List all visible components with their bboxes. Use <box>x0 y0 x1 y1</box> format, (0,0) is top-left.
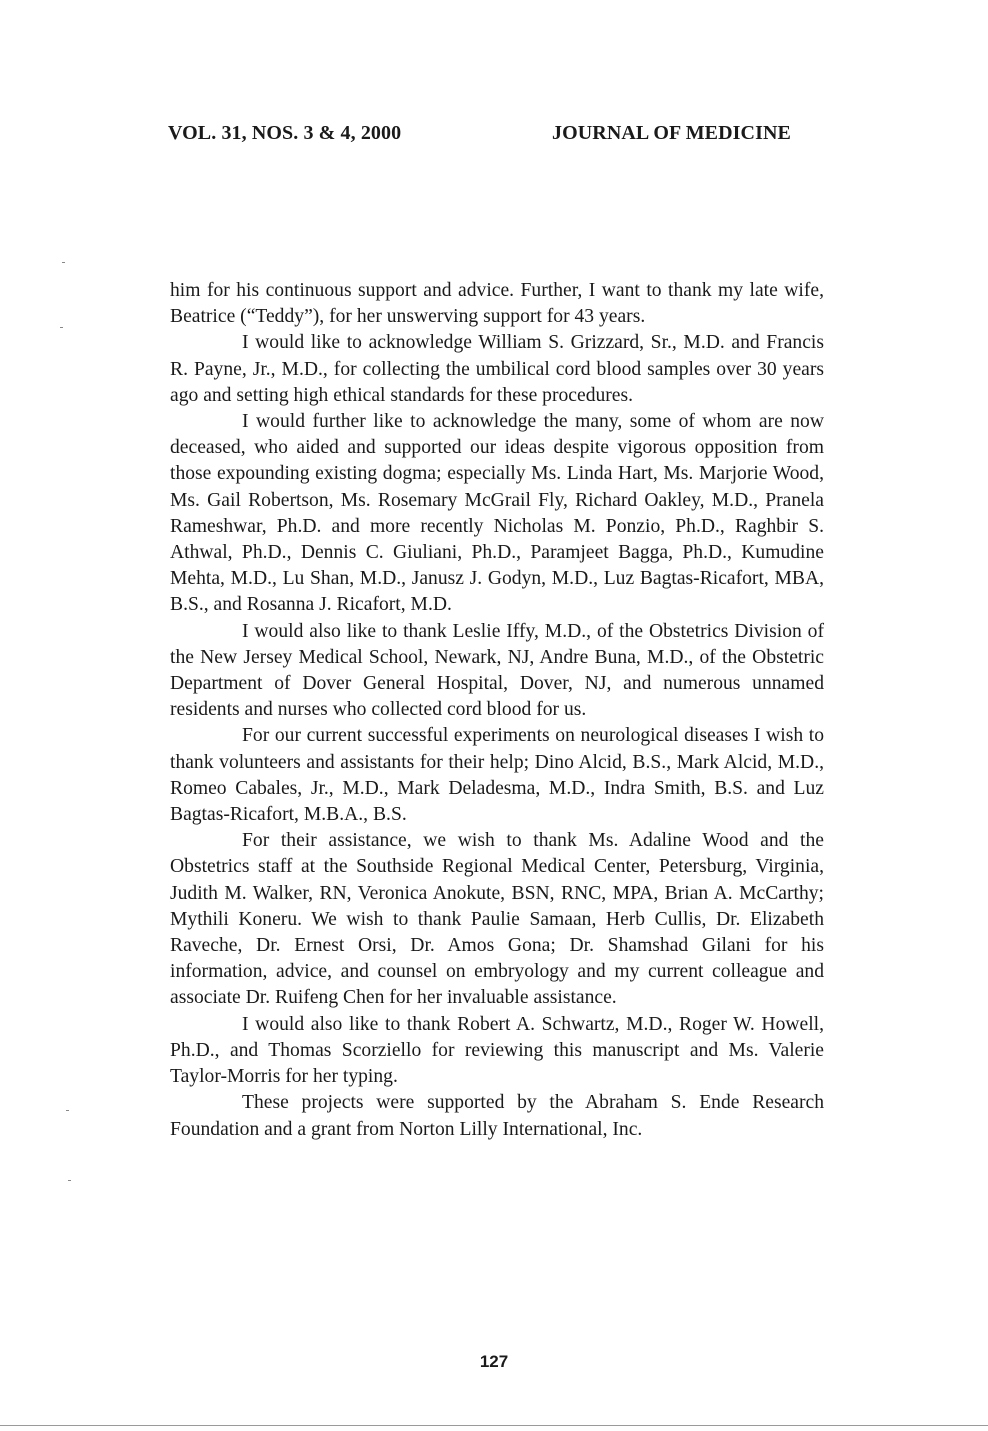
running-header-volume: VOL. 31, NOS. 3 & 4, 2000 <box>168 122 402 144</box>
paragraph-continuation: him for his continuous support and advice. Further, I want to thank my late wife, Beatrice (“Teddy”), for her unswerving support for 43 years. <box>170 280 824 328</box>
paragraph: I would also like to thank Robert A. Schwartz, M.D., Roger W. Howell, Ph.D., and Thomas Scorziello for reviewing this manuscript and Ms. Valerie Taylor-Morris for her typing. <box>170 1013 824 1088</box>
paragraph: I would like to acknowledge William S. Grizzard, Sr., M.D. and Francis R. Payne, Jr., M.D., for collecting the umbilical cord blood samples over 30 years ago and setting high ethical standards for these procedures. <box>170 332 824 406</box>
scan-speck <box>60 327 63 328</box>
paragraph: For our current successful experiments on neurological diseases I wish to thank volunteers and assistants for their help; Dino Alcid, B.S., Mark Alcid, M.D., Romeo Cabales, Jr., M.D., Mark Deladesma, M.D., Indra Smith, B.S. and Luz Bagtas-Ricafort, M.B.A., B.S. <box>170 725 824 826</box>
paragraph: For their assistance, we wish to thank Ms. Adaline Wood and the Obstetrics staff at the Southside Regional Medical Center, Petersburg, Virginia, Judith M. Walker, RN, Veronica Anokute, BSN, RNC, MPA, Brian A. McCarthy; Mythili Koneru. We wish to thank Paulie Samaan, Herb Cullis, Dr. Elizabeth Raveche, Dr. Ernest Orsi, Dr. Amos Gona; Dr. Shamshad Gilani for his information, advice, and counsel on embryology and my current colleague and associate Dr. Ruifeng Chen for her invaluable assistance. <box>170 830 824 1009</box>
page-number: 127 <box>479 1352 509 1371</box>
scan-speck <box>62 262 65 263</box>
paragraph: I would further like to acknowledge the many, some of whom are now deceased, who aided and supported our ideas despite vigorous opposition from those expounding existing dogma; especially Ms. Linda Hart, Ms. Marjorie Wood, Ms. Gail Robertson, Ms. Rosemary McGrail Fly, Richard Oakley, M.D., Pranela Rameshwar, Ph.D. and more recently Nicholas M. Ponzio, Ph.D., Raghbir S. Athwal, Ph.D., Dennis C. Giuliani, Ph.D., Paramjeet Bagga, Ph.D., Kumudine Mehta, M.D., Lu Shan, M.D., Janusz J. Godyn, M.D., Luz Bagtas-Ricafort, MBA, B.S., and Rosanna J. Ricafort, M.D. <box>170 411 824 616</box>
scan-edge-line <box>0 1425 988 1426</box>
scan-speck <box>66 1110 69 1111</box>
paragraph: I would also like to thank Leslie Iffy, M.D., of the Obstetrics Division of the New Jersey Medical School, Newark, NJ, Andre Buna, M.D., of the Obstetric Department of Dover General Hospital, Dover, NJ, and numerous unnamed residents and nurses who collected cord blood for us. <box>170 620 824 721</box>
acknowledgments-body <box>170 278 824 1143</box>
scan-speck <box>68 1180 71 1181</box>
running-header-journal: JOURNAL OF MEDICINE <box>552 122 791 144</box>
paragraph: These projects were supported by the Abraham S. Ende Research Foundation and a grant from Norton Lilly International, Inc. <box>170 1092 824 1140</box>
